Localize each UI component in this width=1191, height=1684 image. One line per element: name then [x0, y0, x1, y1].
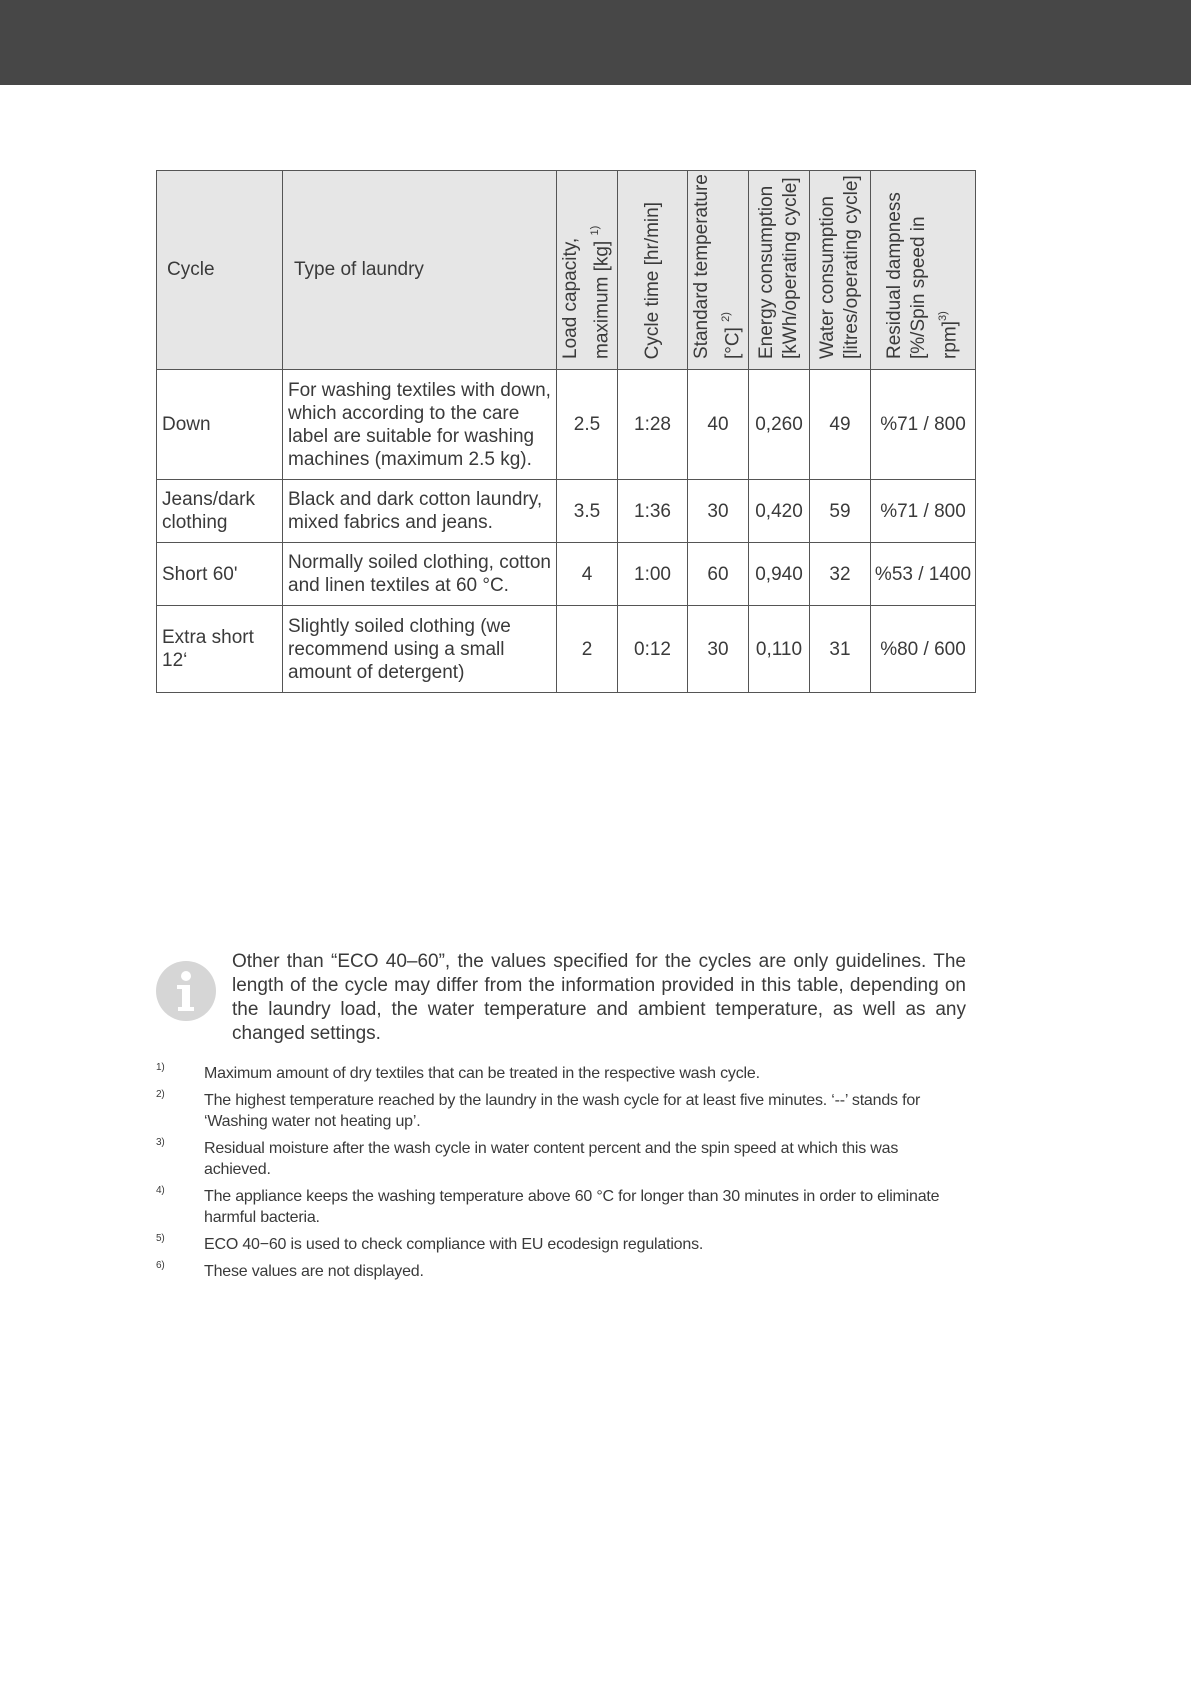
footnote-text: These values are not displayed. — [204, 1263, 424, 1280]
footnote-text: Residual moisture after the wash cycle in water content percent and the spin speed at which this was achieved. — [204, 1140, 899, 1178]
footnote-item — [156, 1138, 966, 1180]
cell-temp: 30 — [688, 480, 749, 543]
footnote-item — [156, 1063, 966, 1084]
cell-time: 1:28 — [618, 370, 688, 480]
footnote-mark: 1) — [156, 1062, 165, 1073]
cell-time: 1:36 — [618, 480, 688, 543]
footnote-mark: 6) — [156, 1260, 165, 1271]
cell-temp: 30 — [688, 606, 749, 693]
cell-temp: 60 — [688, 543, 749, 606]
table-row — [157, 606, 976, 693]
cell-type: Normally soiled clothing, cotton and linen textiles at 60 °C. — [283, 543, 557, 606]
cell-energy: 0,940 — [749, 543, 810, 606]
cell-temp: 40 — [688, 370, 749, 480]
cell-type: Black and dark cotton laundry, mixed fabrics and jeans. — [283, 480, 557, 543]
cell-water: 31 — [810, 606, 871, 693]
header-load-capacity-label: Load capacity, maximum [kg] — [560, 237, 613, 359]
table-header-row — [157, 171, 976, 370]
table-row — [157, 543, 976, 606]
footnote-item — [156, 1261, 966, 1282]
cell-load: 4 — [557, 543, 618, 606]
cell-cycle: Jeans/dark clothing — [157, 480, 283, 543]
header-standard-temperature — [688, 171, 749, 370]
footnote-item — [156, 1090, 966, 1132]
wash-cycle-table — [156, 170, 976, 693]
cell-water: 59 — [810, 480, 871, 543]
footnote-text: The highest temperature reached by the laundry in the wash cycle for at least five minutes. ‘--’ stands for ‘Washing water not heating up’. — [204, 1092, 921, 1130]
footnotes-list — [156, 1063, 966, 1288]
info-note-text: Other than “ECO 40–60”, the values specified for the cycles are only guidelines. The length of the cycle may differ from the information provided in this table, depending on the laundry load, the water temperature and ambient temperature, as well as any changed settings. — [232, 951, 966, 1044]
footnote-text: ECO 40−60 is used to check compliance with EU ecodesign regulations. — [204, 1236, 704, 1253]
cell-time: 0:12 — [618, 606, 688, 693]
header-energy-consumption — [749, 171, 810, 370]
header-standard-temperature-label: Standard temperature [°C] — [691, 174, 744, 359]
cell-type: For washing textiles with down, which according to the care label are suitable for washing machines (maximum 2.5 kg). — [283, 370, 557, 480]
header-type-of-laundry: Type of laundry — [283, 171, 557, 370]
header-water-consumption — [810, 171, 871, 370]
footnote-mark: 4) — [156, 1185, 165, 1196]
header-band — [0, 0, 1191, 85]
footnote-item — [156, 1186, 966, 1228]
cell-damp: %71 / 800 — [871, 370, 976, 480]
cell-damp: %80 / 600 — [871, 606, 976, 693]
cell-type: Slightly soiled clothing (we recommend using a small amount of detergent) — [283, 606, 557, 693]
cell-water: 32 — [810, 543, 871, 606]
cell-energy: 0,260 — [749, 370, 810, 480]
header-load-capacity — [557, 171, 618, 370]
footnote-ref-3: 3) — [937, 311, 950, 321]
cell-water: 49 — [810, 370, 871, 480]
cell-cycle: Down — [157, 370, 283, 480]
header-cycle: Cycle — [157, 171, 283, 370]
header-energy-consumption-label: Energy consumption [kWh/operating cycle] — [756, 177, 801, 359]
cell-damp: %53 / 1400 — [871, 543, 976, 606]
table-row — [157, 370, 976, 480]
footnote-mark: 3) — [156, 1137, 165, 1148]
header-cycle-time-label: Cycle time [hr/min] — [641, 201, 663, 359]
cell-damp: %71 / 800 — [871, 480, 976, 543]
cell-cycle: Extra short 12‘ — [157, 606, 283, 693]
header-cycle-time — [618, 171, 688, 370]
footnote-ref-2: 2) — [720, 312, 733, 322]
cell-cycle: Short 60' — [157, 543, 283, 606]
footnote-mark: 2) — [156, 1089, 165, 1100]
cell-load: 2 — [557, 606, 618, 693]
cell-load: 3.5 — [557, 480, 618, 543]
info-icon — [156, 961, 216, 1021]
header-residual-dampness-label: Residual dampness [%/Spin speed in rpm] — [884, 192, 961, 359]
footnote-item — [156, 1234, 966, 1255]
cell-load: 2.5 — [557, 370, 618, 480]
cell-time: 1:00 — [618, 543, 688, 606]
footnote-ref-1: 1) — [589, 225, 602, 236]
cell-energy: 0,420 — [749, 480, 810, 543]
footnote-text: Maximum amount of dry textiles that can be treated in the respective wash cycle. — [204, 1065, 760, 1082]
footnote-mark: 5) — [156, 1233, 165, 1244]
footnote-text: The appliance keeps the washing temperature above 60 °C for longer than 30 minutes in order to eliminate harmful bacteria. — [204, 1188, 940, 1226]
header-residual-dampness — [871, 171, 976, 370]
table-row — [157, 480, 976, 543]
header-water-consumption-label: Water consumption [litres/operating cycle] — [817, 175, 862, 359]
cell-energy: 0,110 — [749, 606, 810, 693]
